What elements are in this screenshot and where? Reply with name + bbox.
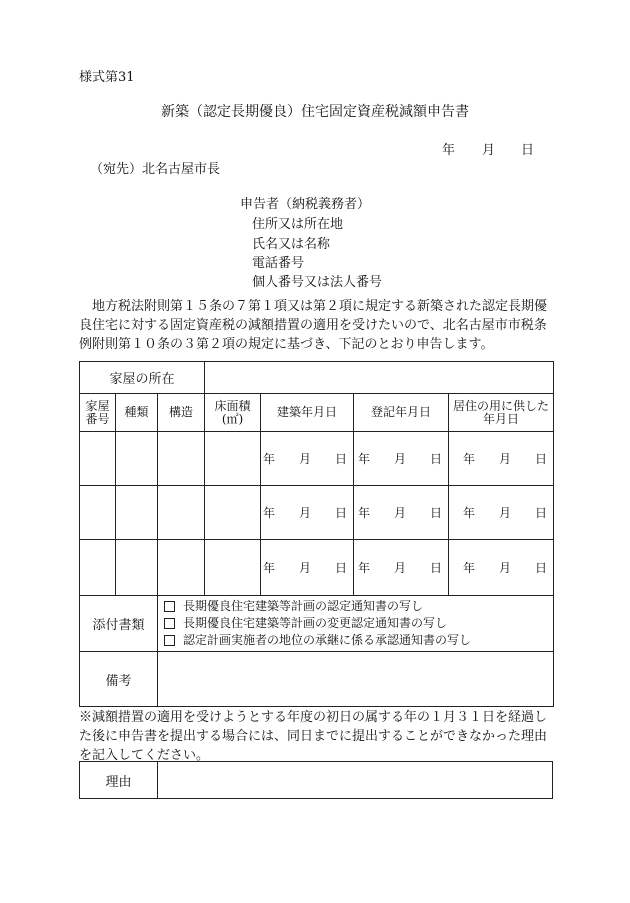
house-number-cell[interactable] — [80, 432, 116, 486]
attachment-item[interactable]: 長期優良住宅建築等計画の認定通知書の写し — [158, 598, 553, 615]
structure-cell[interactable] — [158, 486, 205, 540]
attachment-item[interactable]: 認定計画実施者の地位の承継に係る承認通知書の写し — [158, 632, 553, 649]
header-built-date: 建築年月日 — [261, 394, 354, 432]
residential-date-cell[interactable]: 年 月 日 — [449, 432, 554, 486]
built-date-cell[interactable]: 年 月 日 — [261, 540, 354, 596]
remarks-field[interactable] — [158, 652, 554, 707]
reason-table — [79, 761, 553, 799]
applicant-id-number-label: 個人番号又は法人番号 — [252, 275, 383, 290]
attachment-item[interactable]: 長期優良住宅建築等計画の変更認定通知書の写し — [158, 615, 553, 632]
location-field[interactable] — [205, 362, 554, 394]
residential-date-cell[interactable]: 年 月 日 — [449, 540, 554, 596]
kind-cell[interactable] — [116, 540, 158, 596]
table-row — [80, 486, 554, 540]
addressee: （宛先）北名古屋市長 — [90, 162, 221, 177]
remarks-label: 備考 — [80, 652, 158, 707]
built-date-cell[interactable]: 年 月 日 — [261, 486, 354, 540]
table-row — [80, 432, 554, 486]
structure-cell[interactable] — [158, 432, 205, 486]
reason-label: 理由 — [80, 762, 158, 799]
house-number-cell[interactable] — [80, 540, 116, 596]
kind-cell[interactable] — [116, 486, 158, 540]
reason-field[interactable] — [158, 762, 553, 799]
floor-area-cell[interactable] — [205, 540, 261, 596]
kind-cell[interactable] — [116, 432, 158, 486]
header-floor-area: 床面積 (㎡) — [205, 394, 261, 432]
registered-date-cell[interactable]: 年 月 日 — [354, 486, 449, 540]
attachments-label: 添付書類 — [80, 596, 158, 652]
floor-area-cell[interactable] — [205, 432, 261, 486]
property-table — [79, 361, 554, 707]
header-house-number: 家屋 番号 — [80, 394, 116, 432]
applicant-name-label: 氏名又は名称 — [252, 237, 331, 252]
applicant-address-label: 住所又は所在地 — [252, 217, 344, 232]
house-number-cell[interactable] — [80, 486, 116, 540]
declaration-text: 地方税法附則第１５条の７第１項又は第２項に規定する新築された認定長期優良住宅に対する固定資産税の減額措置の適用を受けたいので、北名古屋市市税条例附則第１０条の３第２項の規定に基づき、下記のとおり申告します。 — [79, 299, 548, 352]
registered-date-cell[interactable]: 年 月 日 — [354, 540, 449, 596]
date-year: 年 — [442, 143, 456, 158]
checkbox-icon[interactable] — [164, 635, 175, 646]
checkbox-icon[interactable] — [164, 618, 175, 629]
built-date-cell[interactable]: 年 月 日 — [261, 432, 354, 486]
header-residential-date: 居住の用に供した 年月日 — [449, 394, 554, 432]
form-number: 様式第31 — [79, 70, 135, 85]
applicant-phone-label: 電話番号 — [252, 256, 305, 271]
header-structure: 構造 — [158, 394, 205, 432]
date-day: 日 — [521, 143, 535, 158]
date-month: 月 — [482, 143, 496, 158]
late-submission-note: ※減額措置の適用を受けようとする年度の初日の属する年の１月３１日を経過した後に申告書を提出する場合には、同日までに提出することができなかった理由を記入してください。 — [79, 710, 548, 763]
registered-date-cell[interactable]: 年 月 日 — [354, 432, 449, 486]
structure-cell[interactable] — [158, 540, 205, 596]
table-row — [80, 540, 554, 596]
floor-area-cell[interactable] — [205, 486, 261, 540]
header-kind: 種類 — [116, 394, 158, 432]
attachments-list — [158, 596, 554, 652]
residential-date-cell[interactable]: 年 月 日 — [449, 486, 554, 540]
applicant-heading: 申告者（納税義務者） — [240, 197, 371, 212]
location-label: 家屋の所在 — [80, 362, 205, 394]
checkbox-icon[interactable] — [164, 601, 175, 612]
header-registered-date: 登記年月日 — [354, 394, 449, 432]
document-title: 新築（認定長期優良）住宅固定資産税減額申告書 — [161, 104, 469, 120]
